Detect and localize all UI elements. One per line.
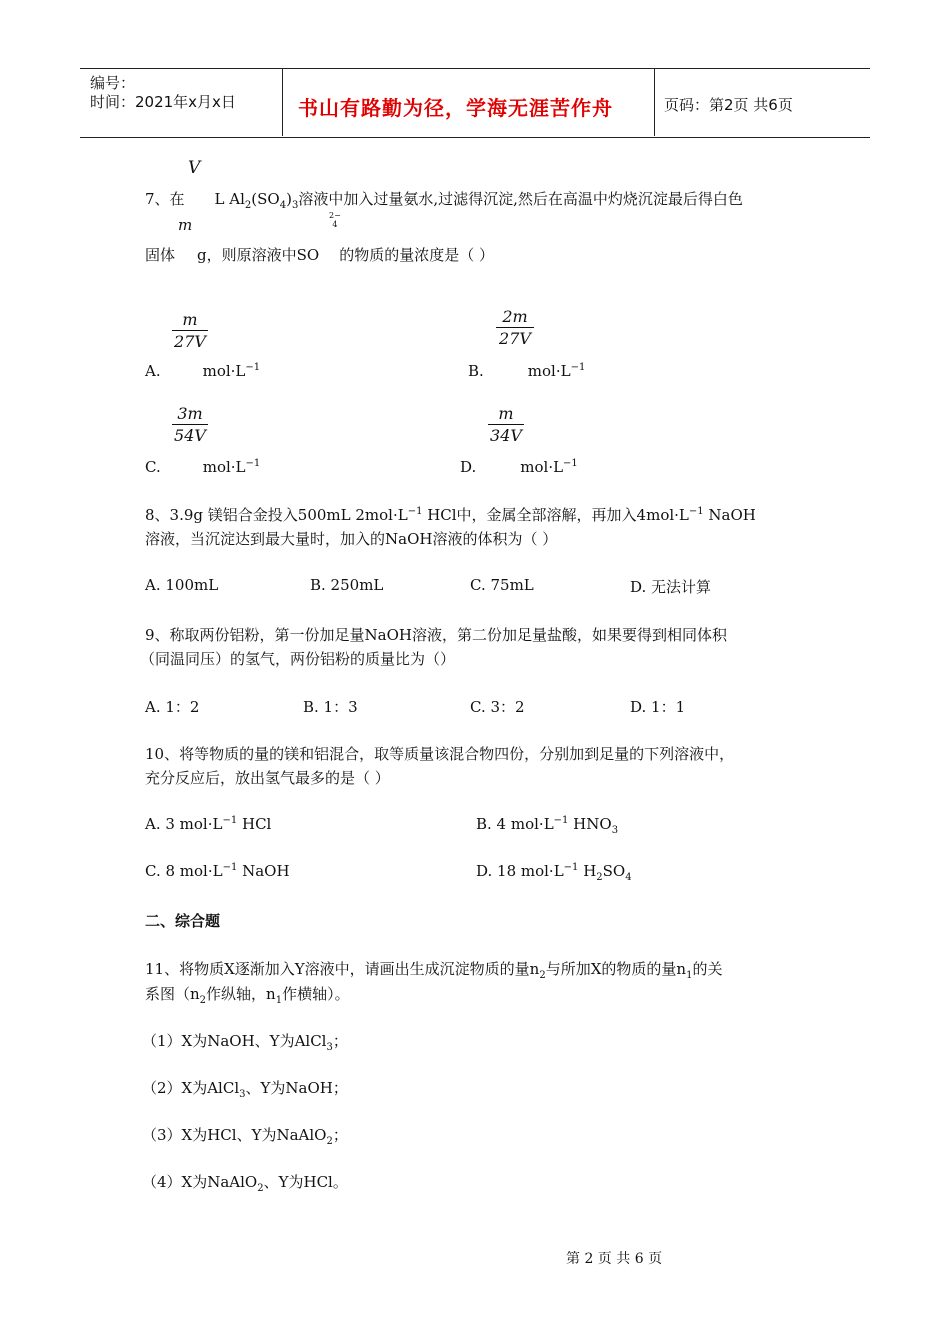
header-divider-left bbox=[282, 68, 283, 136]
q9-line2: （同温同压）的氢气，两份铝粉的质量比为（） bbox=[140, 650, 456, 668]
q7-sub-4: 4 bbox=[279, 200, 287, 211]
q9-option-c: C. 3：2 bbox=[470, 698, 525, 716]
q8-option-a: A. 100mL bbox=[145, 576, 219, 594]
q7-option-c bbox=[145, 458, 260, 476]
q7-var-v: V bbox=[188, 158, 201, 178]
header-divider-right bbox=[654, 68, 655, 136]
q7-sup-charge: 2− bbox=[329, 211, 341, 220]
q7-line1-d: ) bbox=[286, 190, 292, 208]
q7-line1-a: 7、在 bbox=[145, 190, 185, 208]
q7-line2-c: 的物质的量浓度是（ ） bbox=[339, 246, 494, 264]
section-title: 二、综合题 bbox=[145, 912, 221, 930]
q11-item3-post: ； bbox=[332, 1126, 348, 1144]
q7-sulfate-charge bbox=[329, 211, 341, 229]
q7-sub-3: 3 bbox=[291, 200, 299, 211]
q10-b-post: HNO bbox=[568, 815, 612, 833]
q10-b-exp: −1 bbox=[553, 815, 569, 826]
page-label: 页码：第2页 共6页 bbox=[664, 96, 793, 114]
q11-sub-a: 2 bbox=[539, 970, 546, 981]
q7-line2-b: g，则原溶液中SO bbox=[197, 246, 320, 264]
q7-d-numerator: m bbox=[488, 404, 524, 425]
q7-line1-e: 溶液中加入过量氨水,过滤得沉淀,然后在高温中灼烧沉淀最后得白色 bbox=[298, 190, 743, 208]
time-label: 时间：2021年x月x日 bbox=[90, 93, 236, 111]
q11-item-3 bbox=[142, 1124, 348, 1147]
q7-d-denominator: 34V bbox=[490, 426, 522, 445]
q11-item2-pre: （2）X为AlCl bbox=[142, 1079, 240, 1097]
q8-line2: 溶液，当沉淀达到最大量时，加入的NaOH溶液的体积为（ ） bbox=[145, 530, 558, 548]
q11-item1-post: ； bbox=[332, 1032, 348, 1050]
q7-c-letter: C. bbox=[145, 458, 161, 476]
q11-sub-b: 1 bbox=[686, 970, 693, 981]
q11-line1-b: 与所加X的物质的量n bbox=[545, 960, 687, 978]
q10-c-exp: −1 bbox=[222, 862, 238, 873]
q8-line1-b: HCl中，金属全部溶解，再加入4mol·L bbox=[422, 506, 689, 524]
q11-sub-d: 1 bbox=[275, 995, 283, 1006]
q10-d-pre: D. 18 mol·L bbox=[476, 862, 564, 880]
q7-a-letter: A. bbox=[145, 362, 161, 380]
q10-a-pre: A. 3 mol·L bbox=[145, 815, 223, 833]
q7-a-numerator: m bbox=[172, 310, 208, 331]
q7-option-a bbox=[145, 362, 260, 380]
q7-option-c-fraction bbox=[172, 404, 208, 445]
q10-line1: 10、将等物质的量的镁和铝混合，取等质量该混合物四份，分别加到足量的下列溶液中， bbox=[145, 745, 735, 763]
q7-line2-a: 固体 bbox=[145, 246, 176, 264]
q11-item4-pre: （4）X为NaAlO bbox=[142, 1173, 258, 1191]
q9-option-b: B. 1：3 bbox=[303, 698, 358, 716]
q10-a-exp: −1 bbox=[222, 815, 238, 826]
q8-line1-c: NaOH bbox=[703, 506, 756, 524]
footer-page-number: 第 2 页 共 6 页 bbox=[566, 1251, 663, 1267]
q7-sub-2: 2 bbox=[244, 200, 252, 211]
q7-d-letter: D. bbox=[460, 458, 477, 476]
q7-option-b-fraction bbox=[496, 307, 534, 348]
q7-option-a-fraction bbox=[172, 310, 208, 351]
q7-a-exp: −1 bbox=[245, 362, 261, 373]
q7-line1-b: L Al bbox=[214, 190, 245, 208]
q11-line1-a: 11、将物质X逐渐加入Y溶液中，请画出生成沉淀物质的量n bbox=[145, 960, 540, 978]
q11-line2-a: 系图（n bbox=[145, 985, 200, 1003]
q8-option-b: B. 250mL bbox=[310, 576, 384, 594]
q11-item-1 bbox=[142, 1030, 348, 1053]
q7-c-denominator: 54V bbox=[174, 426, 206, 445]
q10-d-tail: SO bbox=[602, 862, 626, 880]
q7-d-unit: mol·L bbox=[520, 458, 564, 476]
q10-option-b bbox=[476, 815, 618, 836]
q8-exp2: −1 bbox=[688, 506, 704, 517]
q8-exp1: −1 bbox=[407, 506, 423, 517]
q7-b-denominator: 27V bbox=[499, 329, 531, 348]
q10-option-d bbox=[476, 862, 632, 883]
q10-a-post: HCl bbox=[237, 815, 272, 833]
q10-option-c bbox=[145, 862, 290, 880]
q11-item3-sub: 2 bbox=[326, 1136, 333, 1147]
q7-c-numerator: 3m bbox=[172, 404, 208, 425]
q10-b-sub: 3 bbox=[611, 825, 619, 836]
q11-sub-c: 2 bbox=[199, 995, 207, 1006]
q10-c-pre: C. 8 mol·L bbox=[145, 862, 223, 880]
q7-line2 bbox=[145, 244, 494, 265]
q10-d-post: H bbox=[578, 862, 597, 880]
q10-d-sub: 2 bbox=[596, 872, 603, 883]
q11-line2-b: 作纵轴，n bbox=[206, 985, 276, 1003]
q7-c-exp: −1 bbox=[245, 458, 261, 469]
q11-item1-pre: （1）X为NaOH、Y为AlCl bbox=[142, 1032, 327, 1050]
q10-d-sub2: 4 bbox=[625, 872, 632, 883]
q8-line1-a: 8、3.9g 镁铝合金投入500mL 2mol·L bbox=[145, 506, 408, 524]
q7-sub-four: 4 bbox=[332, 220, 338, 229]
q10-line2: 充分反应后，放出氢气最多的是（ ） bbox=[145, 769, 390, 787]
q7-b-numerator: 2m bbox=[496, 307, 534, 328]
q7-c-unit: mol·L bbox=[202, 458, 246, 476]
q9-option-d: D. 1：1 bbox=[630, 698, 686, 716]
q11-item2-post: 、Y为NaOH； bbox=[245, 1079, 348, 1097]
q10-option-a bbox=[145, 815, 271, 833]
q7-line1-c: (SO bbox=[251, 190, 280, 208]
q11-line1 bbox=[145, 958, 722, 981]
q11-item-4 bbox=[142, 1171, 348, 1194]
q8-option-c: C. 75mL bbox=[470, 576, 534, 594]
q7-a-denominator: 27V bbox=[174, 332, 206, 351]
q11-item3-pre: （3）X为HCl、Y为NaAlO bbox=[142, 1126, 327, 1144]
q10-b-pre: B. 4 mol·L bbox=[476, 815, 554, 833]
header-motto: 书山有路勤为径，学海无涯苦作舟 bbox=[298, 96, 613, 120]
q8-option-d: D. 无法计算 bbox=[630, 578, 712, 596]
q11-item1-sub: 3 bbox=[326, 1042, 333, 1053]
q11-line1-c: 的关 bbox=[692, 960, 723, 978]
q11-line2 bbox=[145, 983, 350, 1006]
q7-option-d bbox=[460, 458, 578, 476]
q7-b-letter: B. bbox=[468, 362, 484, 380]
q10-d-exp: −1 bbox=[563, 862, 579, 873]
q11-item4-sub: 2 bbox=[257, 1183, 264, 1194]
q7-d-exp: −1 bbox=[563, 458, 578, 469]
q7-a-unit: mol·L bbox=[202, 362, 246, 380]
q11-item-2 bbox=[142, 1077, 348, 1100]
q10-c-post: NaOH bbox=[237, 862, 290, 880]
q7-var-m: m bbox=[178, 216, 193, 234]
q7-b-exp: −1 bbox=[570, 362, 586, 373]
q7-option-d-fraction bbox=[488, 404, 524, 445]
q9-line1: 9、称取两份铝粉，第一份加足量NaOH溶液，第二份加足量盐酸，如果要得到相同体积 bbox=[145, 626, 727, 644]
q7-option-b bbox=[468, 362, 585, 380]
q7-line1 bbox=[145, 188, 743, 211]
q9-option-a: A. 1：2 bbox=[145, 698, 200, 716]
serial-label: 编号： bbox=[90, 74, 136, 92]
q11-item2-sub: 3 bbox=[239, 1089, 246, 1100]
q11-item4-post: 、Y为HCl。 bbox=[263, 1173, 348, 1191]
q8-line1 bbox=[145, 504, 756, 525]
q11-line2-c: 作横轴）。 bbox=[282, 985, 350, 1003]
q7-b-unit: mol·L bbox=[527, 362, 571, 380]
